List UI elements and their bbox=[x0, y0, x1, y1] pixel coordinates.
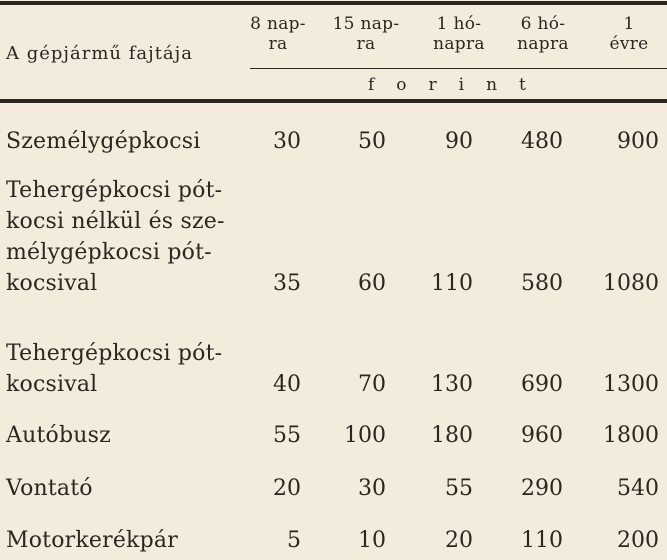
price-cell: 90 bbox=[445, 129, 473, 154]
price-cell: 70 bbox=[358, 372, 386, 397]
price-cell: 1080 bbox=[603, 271, 659, 296]
price-cell: 30 bbox=[273, 129, 301, 154]
price-cell: 110 bbox=[431, 271, 473, 296]
price-cell: 540 bbox=[617, 476, 659, 501]
vehicle-type-label: Tehergépkocsi pót- kocsival bbox=[6, 341, 223, 397]
price-cell: 60 bbox=[358, 271, 386, 296]
header-8-days: 8 nap- ra bbox=[250, 14, 306, 54]
price-cell: 200 bbox=[617, 528, 659, 553]
price-cell: 30 bbox=[358, 476, 386, 501]
top-rule bbox=[0, 1, 667, 5]
header-vehicle-type: A gépjármű fajtája bbox=[6, 43, 193, 64]
price-cell: 1300 bbox=[603, 372, 659, 397]
price-cell: 40 bbox=[273, 372, 301, 397]
price-cell: 180 bbox=[431, 423, 473, 448]
price-cell: 290 bbox=[521, 476, 563, 501]
price-cell: 10 bbox=[358, 528, 386, 553]
price-cell: 130 bbox=[431, 372, 473, 397]
price-cell: 20 bbox=[273, 476, 301, 501]
price-cell: 1800 bbox=[603, 423, 659, 448]
price-cell: 900 bbox=[617, 129, 659, 154]
price-cell: 100 bbox=[344, 423, 386, 448]
price-cell: 55 bbox=[273, 423, 301, 448]
price-cell: 580 bbox=[521, 271, 563, 296]
header-1-year: 1 évre bbox=[609, 14, 649, 54]
price-cell: 55 bbox=[445, 476, 473, 501]
header-1-month: 1 hó- napra bbox=[433, 14, 485, 54]
price-cell: 480 bbox=[521, 129, 563, 154]
price-cell: 20 bbox=[445, 528, 473, 553]
header-divider bbox=[250, 68, 667, 69]
header-15-days: 15 nap- ra bbox=[332, 14, 400, 54]
price-cell: 110 bbox=[521, 528, 563, 553]
price-cell: 960 bbox=[521, 423, 563, 448]
unit-label: forint bbox=[368, 75, 548, 95]
header-6-months: 6 hó- napra bbox=[517, 14, 569, 54]
vehicle-type-label: Motorkerékpár bbox=[6, 528, 178, 553]
vehicle-type-label: Személygépkocsi bbox=[6, 129, 201, 154]
vehicle-type-label: Tehergépkocsi pót- kocsi nélkül és sze- mélygépkocsi pót- kocsival bbox=[6, 178, 225, 296]
price-cell: 50 bbox=[358, 129, 386, 154]
price-cell: 35 bbox=[273, 271, 301, 296]
vehicle-type-label: Vontató bbox=[6, 476, 93, 501]
price-cell: 690 bbox=[521, 372, 563, 397]
vehicle-type-label: Autóbusz bbox=[6, 423, 111, 448]
price-cell: 5 bbox=[287, 528, 301, 553]
header-bottom-rule bbox=[0, 99, 667, 103]
